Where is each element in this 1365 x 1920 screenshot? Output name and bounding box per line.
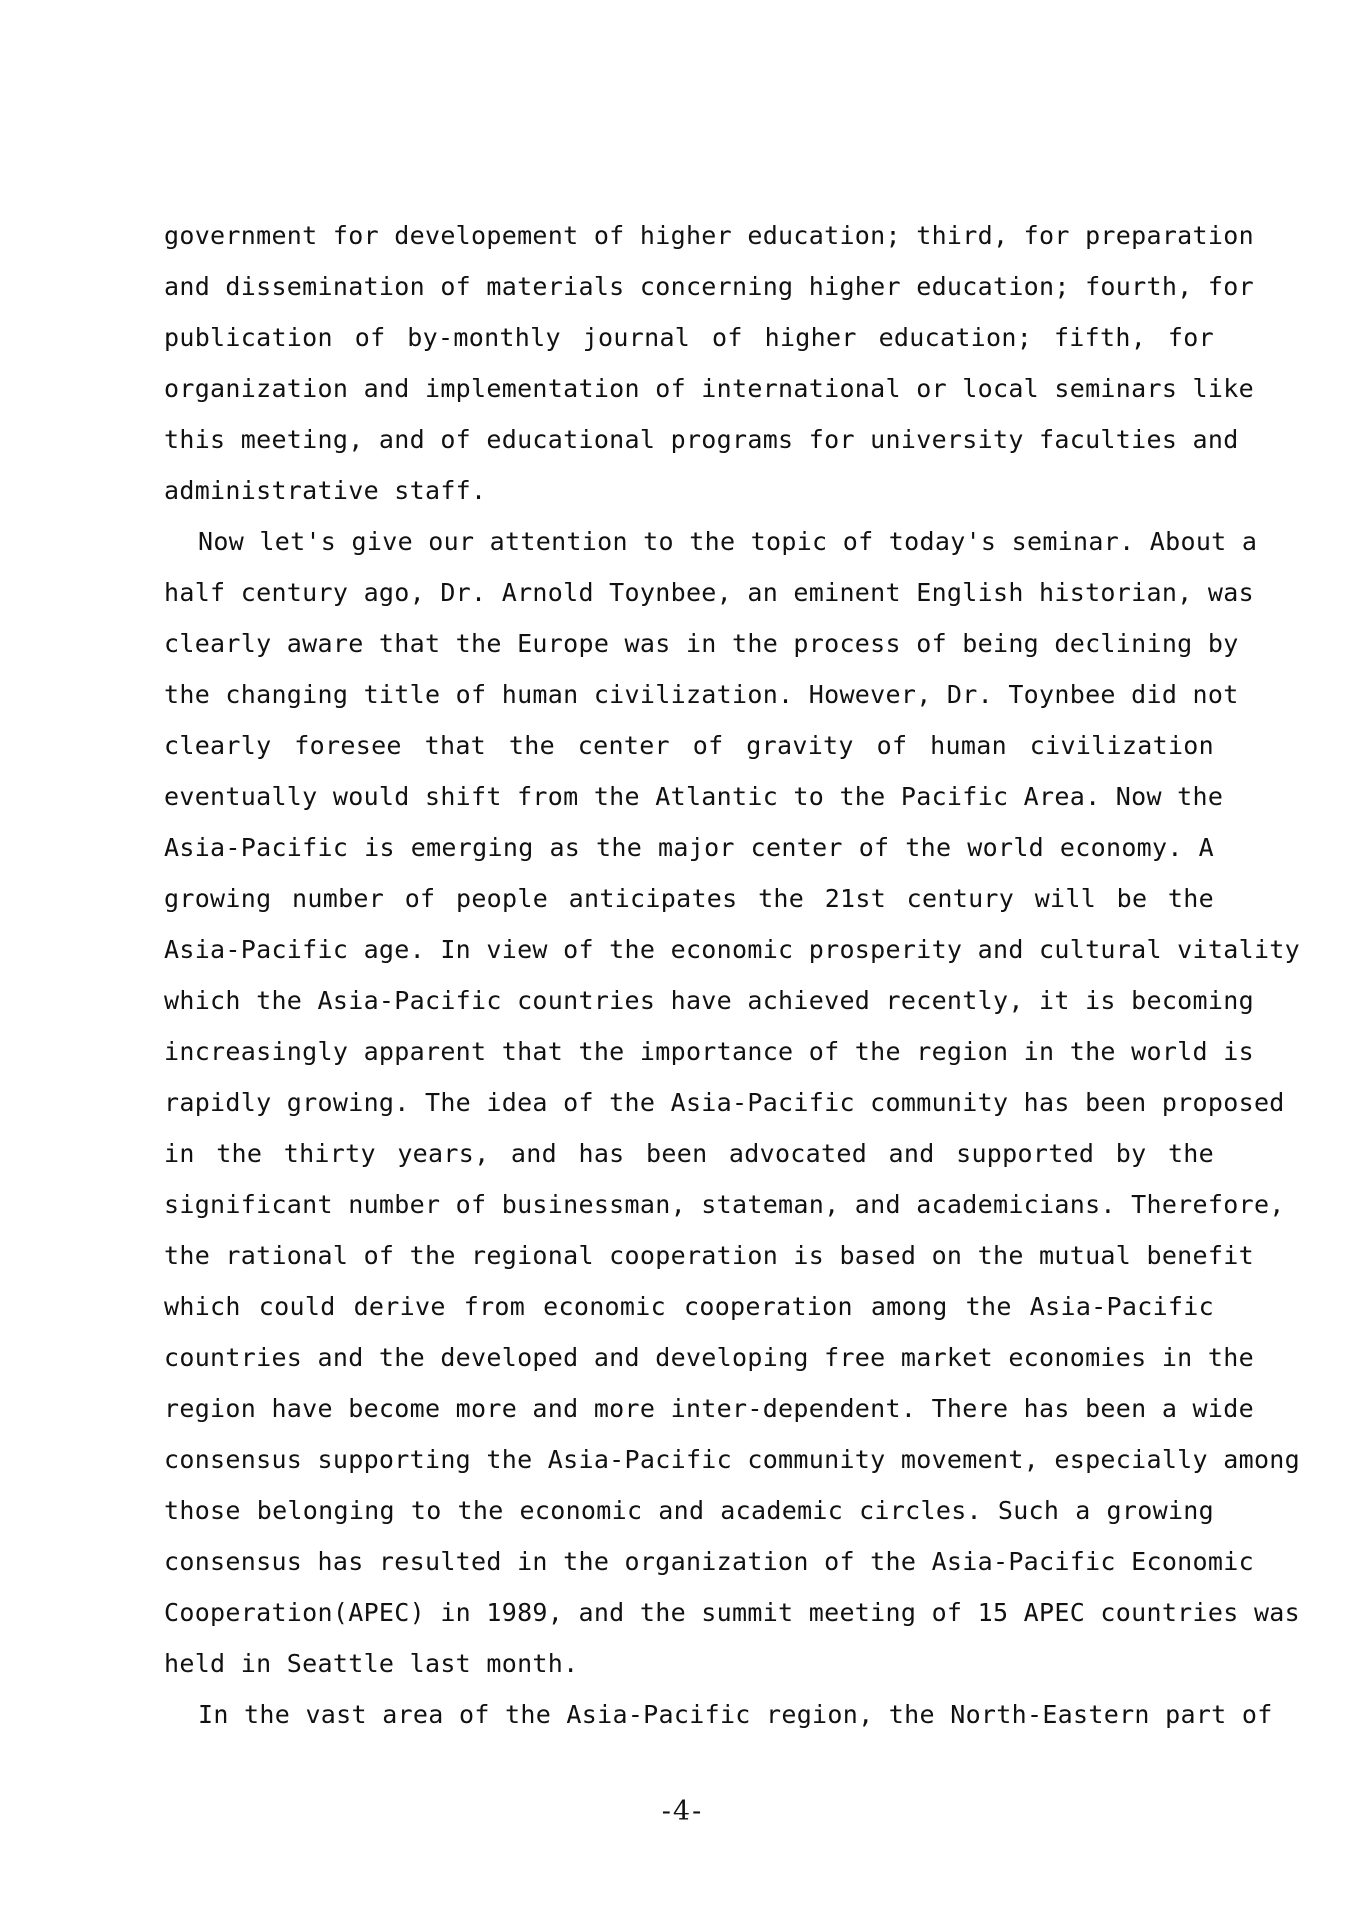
text-line: the rational of the regional cooperation is based on the mutual benefit (164, 1241, 1254, 1270)
text-line: Asia-Pacific age. In view of the economic prosperity and cultural vitality (164, 935, 1300, 964)
text-line: and dissemination of materials concerning higher education; fourth, for (164, 272, 1254, 301)
text-line: growing number of people anticipates the 21st century will be the (164, 884, 1214, 913)
text-line: organization and implementation of international or local seminars like (164, 374, 1254, 403)
text-line: Cooperation(APEC) in 1989, and the summit meeting of 15 APEC countries was (164, 1598, 1300, 1627)
paragraph-first-line: Now let's give our attention to the topic of today's seminar. About a (198, 527, 1258, 556)
text-line: government for developement of higher education; third, for preparation (164, 221, 1254, 250)
text-line: in the thirty years, and has been advocated and supported by the (164, 1139, 1214, 1168)
text-line: region have become more and more inter-dependent. There has been a wide (164, 1394, 1254, 1423)
text-line: those belonging to the economic and academic circles. Such a growing (164, 1496, 1214, 1525)
text-line: increasingly apparent that the importance of the region in the world is (164, 1037, 1254, 1066)
text-line: eventually would shift from the Atlantic to the Pacific Area. Now the (164, 782, 1224, 811)
text-line: clearly aware that the Europe was in the process of being declining by (164, 629, 1239, 658)
text-line: significant number of businessman, stateman, and academicians. Therefore, (164, 1190, 1285, 1219)
text-line: the changing title of human civilization. However, Dr. Toynbee did not (164, 680, 1239, 709)
text-line: which could derive from economic cooperation among the Asia-Pacific (164, 1292, 1214, 1321)
page-number: -4- (661, 1796, 704, 1827)
text-line: clearly foresee that the center of gravity of human civilization (164, 731, 1214, 760)
text-line: publication of by-monthly journal of higher education; fifth, for (164, 323, 1214, 352)
text-line: consensus has resulted in the organization of the Asia-Pacific Economic (164, 1547, 1254, 1576)
text-line: countries and the developed and developing free market economies in the (164, 1343, 1254, 1372)
text-line: administrative staff. (164, 476, 487, 505)
paragraph-first-line: In the vast area of the Asia-Pacific region, the North-Eastern part of (198, 1700, 1273, 1729)
text-line: Asia-Pacific is emerging as the major center of the world economy. A (164, 833, 1214, 862)
text-line: rapidly growing. The idea of the Asia-Pacific community has been proposed (164, 1088, 1285, 1117)
text-line: half century ago, Dr. Arnold Toynbee, an eminent English historian, was (164, 578, 1254, 607)
text-line: consensus supporting the Asia-Pacific community movement, especially among (164, 1445, 1300, 1474)
text-line: which the Asia-Pacific countries have achieved recently, it is becoming (164, 986, 1254, 1015)
text-line: this meeting, and of educational programs for university faculties and (164, 425, 1239, 454)
text-line: held in Seattle last month. (164, 1649, 579, 1678)
